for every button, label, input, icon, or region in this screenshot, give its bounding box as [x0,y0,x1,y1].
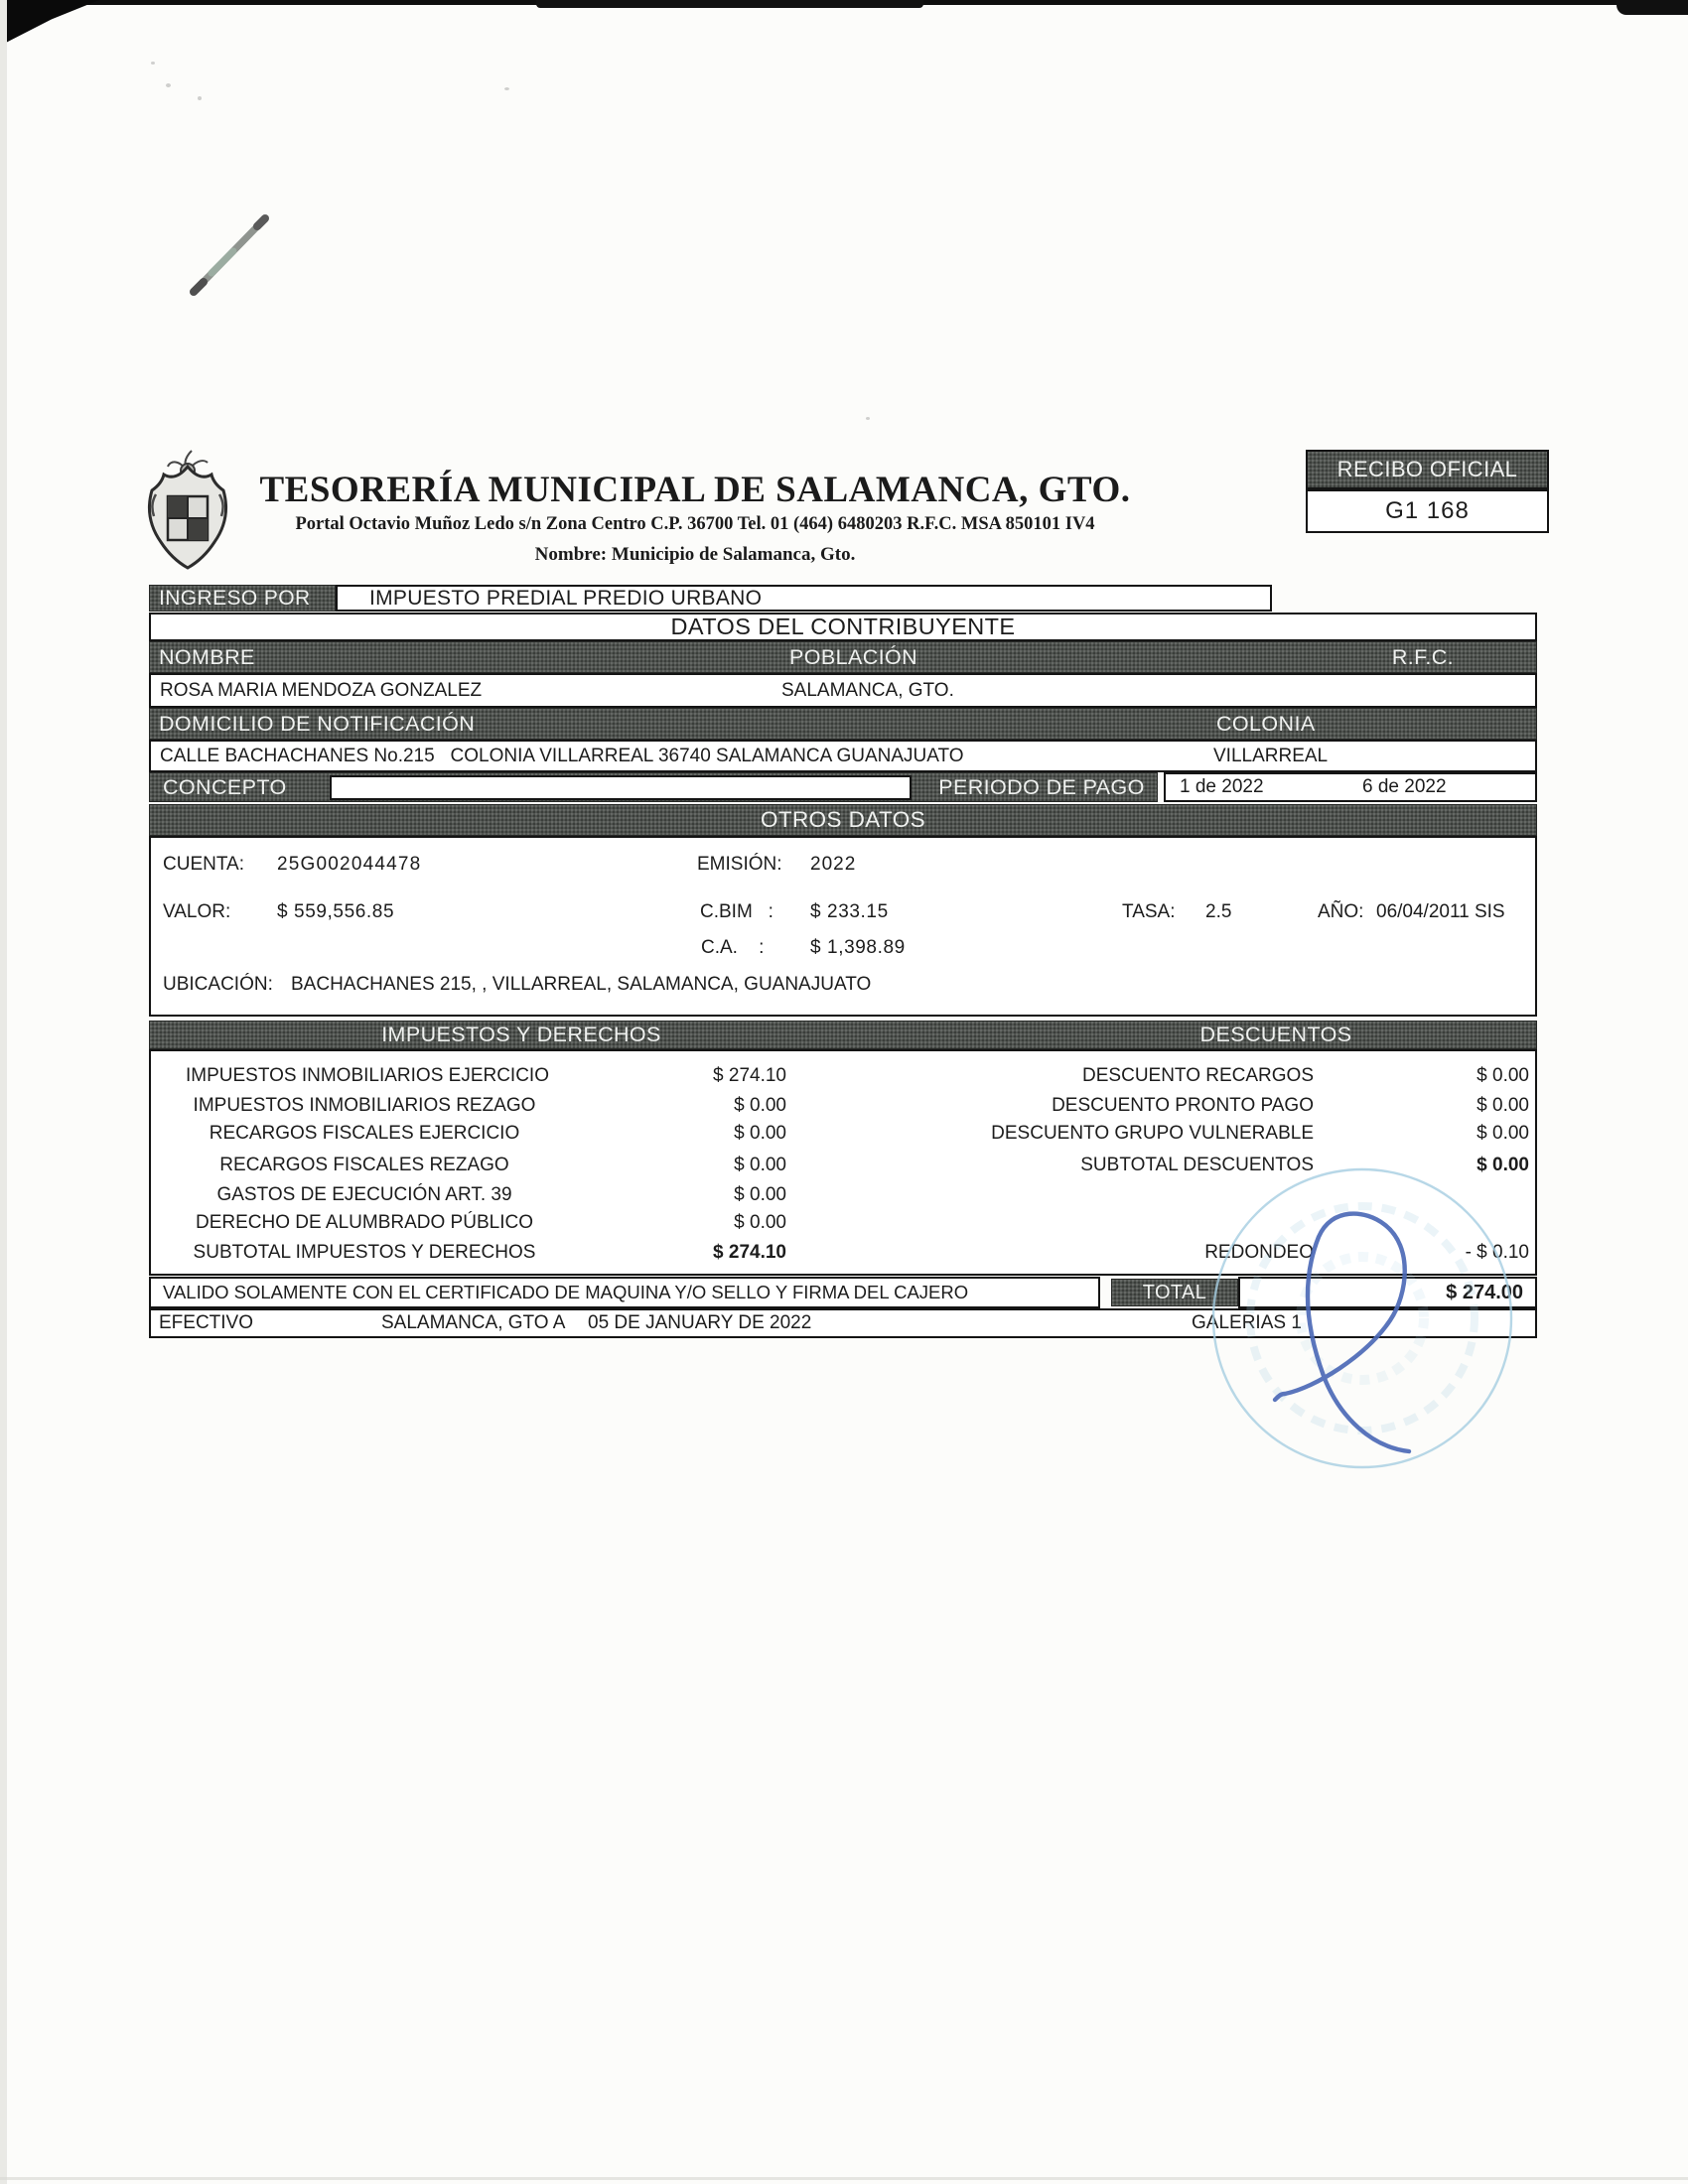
charge-row [151,1182,846,1208]
validity-note-box [149,1277,1100,1308]
charge-row [151,1210,846,1236]
poblacion-label: POBLACIÓN [789,645,918,669]
scan-corner-fold [0,0,99,46]
recibo-folio: G1 168 [1385,497,1470,524]
anio-value: 06/04/2011 SIS [1376,901,1505,922]
tasa-value: 2.5 [1205,901,1232,922]
discount-value: $ 0.00 [1477,1123,1529,1144]
ca-value: $ 1,398.89 [810,937,906,958]
ubicacion-label: UBICACIÓN: [163,974,273,995]
ingreso-por-value: IMPUESTO PREDIAL PREDIO URBANO [369,587,763,610]
redondeo-label: REDONDEO [1204,1242,1314,1263]
charge-value: $ 0.00 [734,1155,786,1175]
discount-row [846,1121,1539,1147]
stamp-and-signature [1192,1152,1559,1489]
cashier-office: GALERIAS 1 [1192,1312,1302,1333]
discount-label: DESCUENTO GRUPO VULNERABLE [991,1123,1314,1144]
cargos-header-bar [149,1021,1537,1049]
scan-left-edge [0,0,7,2184]
colonia-label: COLONIA [1216,712,1316,736]
impuestos-derechos-title: IMPUESTOS Y DERECHOS [381,1023,661,1046]
payment-date: 05 DE JANUARY DE 2022 [588,1312,812,1333]
charge-label: IMPUESTOS INMOBILIARIOS REZAGO [193,1095,536,1116]
periodo-box [1164,772,1537,802]
charge-label: DERECHO DE ALUMBRADO PÚBLICO [196,1212,533,1233]
emision-label: EMISIÓN: [697,854,782,875]
periodo-fin: 6 de 2022 [1362,776,1447,797]
payment-place: SALAMANCA, GTO A [381,1312,566,1333]
datos-title: DATOS DEL CONTRIBUYENTE [670,614,1016,639]
scan-top-right-blob [1617,0,1688,15]
discount-label: SUBTOTAL DESCUENTOS [1080,1155,1314,1175]
charge-row [151,1063,846,1089]
discount-value: $ 0.00 [1477,1155,1529,1175]
validity-note: VALIDO SOLAMENTE CON EL CERTIFICADO DE MAQUINA Y/O SELLO Y FIRMA DEL CAJERO [163,1282,969,1302]
charge-value: $ 274.10 [713,1065,786,1086]
total-label: TOTAL [1142,1282,1207,1303]
charge-row [151,1093,846,1119]
descuentos-title: DESCUENTOS [1199,1023,1352,1046]
ca-label: C.A. : [701,937,765,958]
emision-value: 2022 [810,854,857,875]
concepto-input [330,775,912,800]
cuenta-value: 25G002044478 [277,854,422,875]
valor-label: VALOR: [163,901,231,922]
poblacion-value: SALAMANCA, GTO. [781,680,954,701]
dust-speck [198,96,202,100]
periodo-label: PERIODO DE PAGO [938,775,1145,799]
discount-value: $ 0.00 [1477,1065,1529,1086]
redondeo-value: - $ 0.10 [1465,1242,1529,1263]
contribuyente-header-bar [149,641,1537,673]
concepto-label: CONCEPTO [163,775,287,799]
domicilio-header-bar [149,708,1537,740]
cbim-label: C.BIM : [700,901,774,922]
contribuyente-values-row [149,673,1537,708]
charge-value: $ 0.00 [734,1123,786,1144]
recibo-oficial-header [1306,450,1549,489]
anio-label: AÑO: [1318,901,1364,922]
charge-row [151,1121,846,1147]
rfc-label: R.F.C. [1391,645,1454,669]
charge-value: $ 274.10 [713,1242,786,1263]
otros-datos-box [149,836,1537,1017]
recibo-oficial-label: RECIBO OFICIAL [1336,457,1518,481]
charge-label: RECARGOS FISCALES EJERCICIO [209,1123,520,1144]
domicilio-label: DOMICILIO DE NOTIFICACIÓN [159,712,476,736]
recibo-folio-box [1306,489,1549,533]
cbim-value: $ 233.15 [810,901,889,922]
charge-label: RECARGOS FISCALES REZAGO [219,1155,509,1175]
dust-speck [166,83,171,87]
agency-title: TESORERÍA MUNICIPAL DE SALAMANCA, GTO. [259,470,1131,510]
domicilio-values-row [149,740,1537,772]
signature-icon [1275,1214,1409,1451]
colonia-value: VILLARREAL [1213,746,1329,766]
charge-value: $ 0.00 [734,1184,786,1205]
charge-label: GASTOS DE EJECUCIÓN ART. 39 [216,1184,512,1205]
ubicacion-value: BACHACHANES 215, , VILLARREAL, SALAMANCA, GUANAJUATO [291,974,872,995]
discount-label: DESCUENTO PRONTO PAGO [1052,1095,1314,1116]
dust-speck [866,417,870,420]
charge-label: SUBTOTAL IMPUESTOS Y DERECHOS [193,1242,536,1263]
cuenta-label: CUENTA: [163,854,244,875]
periodo-inicio: 1 de 2022 [1180,776,1264,797]
otros-datos-title: OTROS DATOS [760,807,926,832]
nombre-value: ROSA MARIA MENDOZA GONZALEZ [160,680,483,701]
discount-label: DESCUENTO RECARGOS [1082,1065,1314,1086]
ingreso-por-row [149,585,1272,612]
scan-top-edge-blob [536,0,923,8]
discount-row [846,1063,1539,1089]
dust-speck [151,62,155,65]
nombre-label: NOMBRE [159,645,255,669]
discount-row [846,1093,1539,1119]
staple [182,206,281,306]
agency-address: Portal Octavio Muñoz Ledo s/n Zona Centro C.P. 36700 Tel. 01 (464) 6480203 R.F.C. MSA 850101 IV4 [295,514,1095,534]
charge-row [151,1153,846,1178]
valor-value: $ 559,556.85 [277,901,395,922]
otros-datos-bar [149,804,1537,836]
domicilio-value: CALLE BACHACHANES No.215 COLONIA VILLARREAL 36740 SALAMANCA GUANAJUATO [160,746,964,766]
tasa-label: TASA: [1122,901,1176,922]
ingreso-por-label: INGRESO POR [159,587,311,610]
total-value: $ 274.00 [1446,1282,1523,1303]
charge-value: $ 0.00 [734,1212,786,1233]
charge-value: $ 0.00 [734,1095,786,1116]
payment-method: EFECTIVO [159,1312,254,1333]
agency-name-line: Nombre: Municipio de Salamanca, Gto. [534,544,856,565]
discount-value: $ 0.00 [1477,1095,1529,1116]
charge-label: IMPUESTOS INMOBILIARIOS EJERCICIO [186,1065,549,1086]
datos-title-box [149,613,1537,641]
scan-bottom-edge [0,2177,1688,2180]
dust-speck [504,87,509,90]
charge-subtotal-row [151,1240,846,1266]
concepto-periodo-row [149,772,1537,802]
